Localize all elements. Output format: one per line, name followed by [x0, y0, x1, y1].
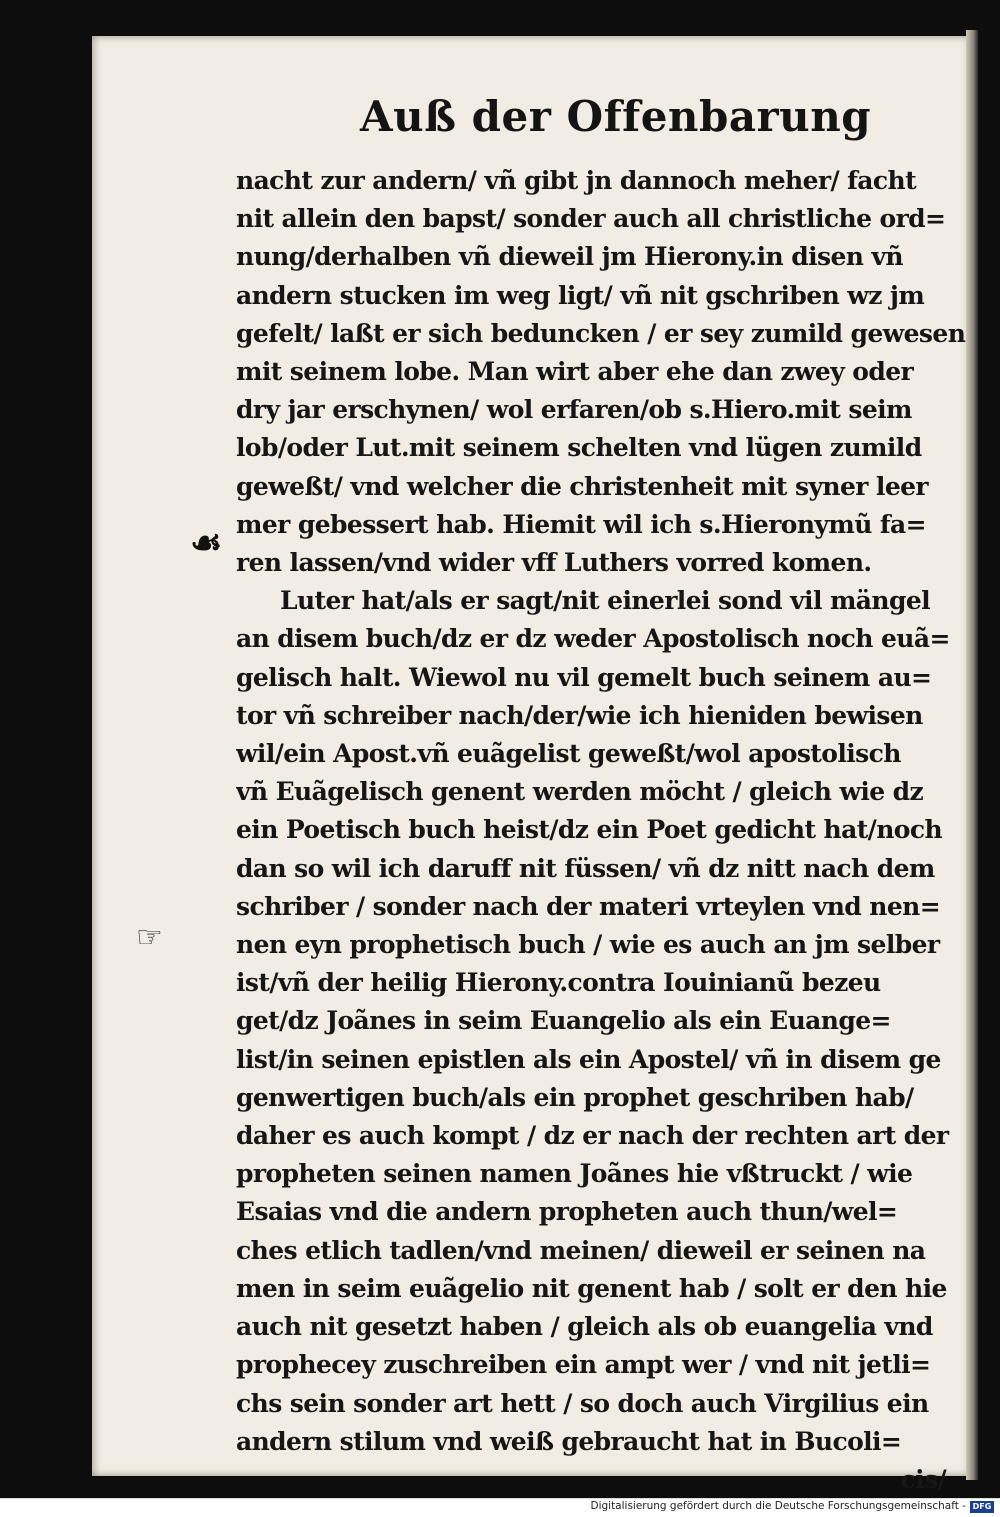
body-text — [236, 162, 966, 1499]
text-line: daher es auch kompt / dz er nach der rechten art der — [236, 1121, 949, 1151]
text-line: nacht zur andern/ vñ gibt jn dannoch meher/ facht — [236, 166, 917, 195]
text-line: gefelt/ laßt er sich beduncken / er sey zumild gewesen — [236, 318, 966, 348]
text-line: andern stucken im weg ligt/ vñ nit gschriben wz jm — [236, 280, 925, 310]
text-line: dry jar erschynen/ wol erfaren/ob s.Hiero.mit seim — [236, 395, 912, 425]
text-line: prophecey zuschreiben ein ampt wer / vnd nit jetli= — [236, 1350, 931, 1380]
text-line: mit seinem lobe. Man wirt aber ehe dan zwey oder — [236, 357, 914, 387]
text-line: genwertigen buch/als ein prophet geschriben hab/ — [236, 1082, 914, 1112]
text-line: dan so wil ich daruff nit füssen/ vñ dz nitt nach dem — [236, 853, 935, 883]
text-line: gelisch halt. Wiewol nu vil gemelt buch seinem au= — [236, 662, 932, 692]
text-line: Esaias vnd die andern propheten auch thun/wel= — [236, 1197, 898, 1227]
text-line: lob/oder Lut.mit seinem schelten vnd lügen zumild — [236, 433, 922, 463]
page-edge — [966, 30, 978, 1480]
text-line: cis/ — [900, 1464, 946, 1494]
text-line: auch nit gesetzt haben / gleich als ob euangelia vnd — [236, 1312, 933, 1342]
text-line: ren lassen/vnd wider vff Luthers vorred komen. — [236, 548, 872, 578]
text-line: wil/ein Apost.vñ euãgelist geweßt/wol apostolisch — [236, 739, 901, 769]
text-line: list/in seinen epistlen als ein Apostel/ vñ in disem ge — [236, 1044, 941, 1074]
text-line: Luter hat/als er sagt/nit einerlei sond vil mängel — [280, 586, 931, 616]
text-line: ein Poetisch buch heist/dz ein Poet gedicht hat/noch — [236, 815, 943, 845]
text-line: an disem buch/dz er dz weder Apostolisch noch euã= — [236, 624, 950, 654]
text-line: chs sein sonder art hett / so doch auch Virgilius ein — [236, 1388, 929, 1418]
text-line: ches etlich tadlen/vnd meinen/ dieweil er seinen na — [236, 1235, 926, 1265]
text-line: andern stilum vnd weiß gebraucht hat in Bucoli= — [236, 1426, 902, 1456]
margin-mark-icon: ☞ — [136, 920, 163, 955]
text-line: ist/vñ der heilig Hierony.contra Iouinianũ bezeu — [236, 968, 881, 998]
text-line: nen eyn prophetisch buch / wie es auch an jm selber — [236, 930, 940, 960]
text-line: nung/derhalben vñ dieweil jm Hierony.in disen vñ — [236, 242, 903, 272]
text-line: tor vñ schreiber nach/der/wie ich hieniden bewisen — [236, 700, 923, 730]
text-line: schriber / sonder nach der materi vrteylen vnd nen= — [236, 891, 941, 921]
funding-notice: Digitalisierung gefördert durch die Deutsche Forschungsgemeinschaft - — [590, 1500, 966, 1512]
text-line: vñ Euãgelisch genent werden möcht / gleich wie dz — [236, 777, 924, 807]
text-line: propheten seinen namen Joãnes hie vßtruckt / wie — [236, 1159, 913, 1189]
running-head: Auß der Offenbarung — [360, 92, 872, 141]
dfg-logo: DFG — [970, 1501, 994, 1513]
text-line: nit allein den bapst/ sonder auch all christliche ord= — [236, 204, 946, 234]
text-line: get/dz Joãnes in seim Euangelio als ein Euange= — [236, 1006, 891, 1036]
text-line: geweßt/ vnd welcher die christenheit mit syner leer — [236, 471, 929, 501]
paragraph-mark-icon: ☙ — [190, 522, 223, 564]
text-line: men in seim euãgelio nit genent hab / solt er den hie — [236, 1273, 947, 1303]
text-line: mer gebessert hab. Hiemit wil ich s.Hieronymũ fa= — [236, 509, 926, 539]
